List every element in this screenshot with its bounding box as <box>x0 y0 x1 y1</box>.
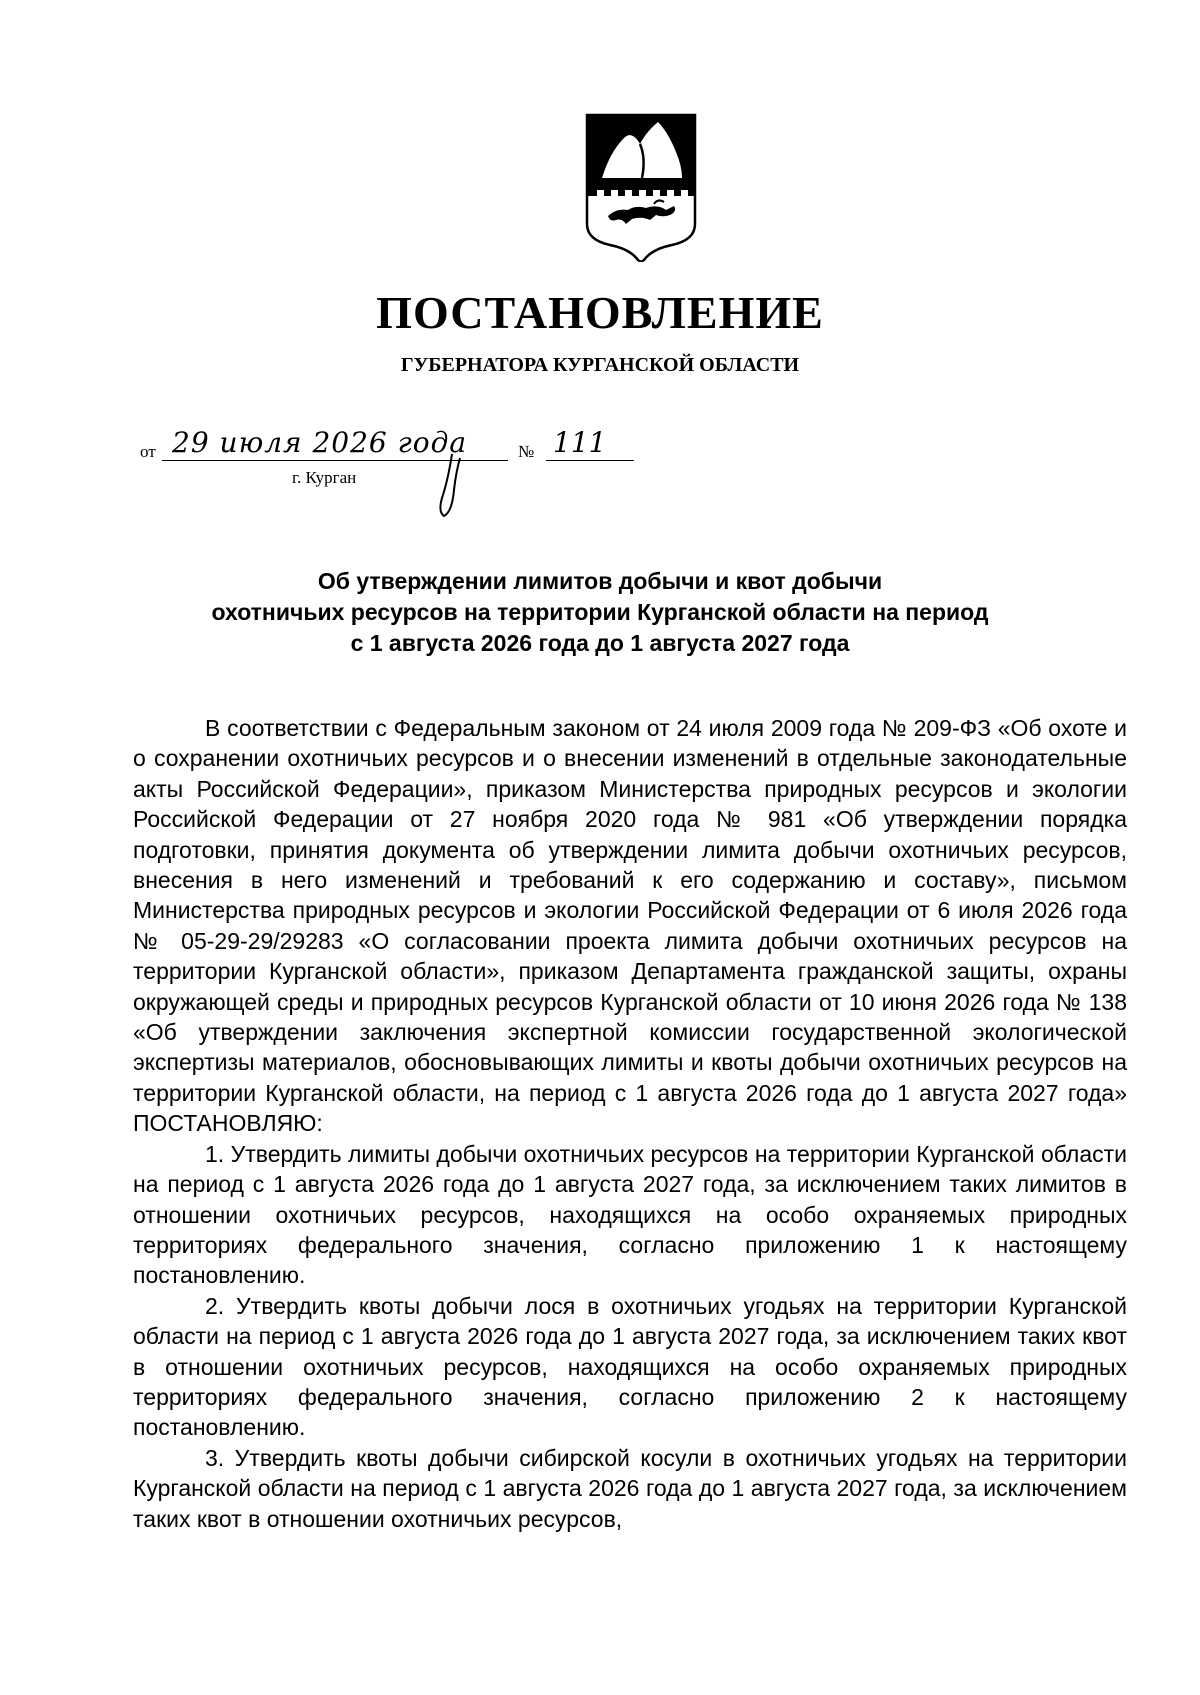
decree-heading <box>100 566 1100 659</box>
handwritten-date: 29 июля 2026 года <box>172 426 468 459</box>
date-from-label: от <box>140 442 156 461</box>
item-paragraph-1: 1. Утвердить лимиты добычи охотничьих ресурсов на территории Курганской области на период с 1 августа 2026 года до 1 августа 2027 года, за исключением таких лимитов в отношении охотничьих ресурсов, находящихся на особо охраняемых природных территориях федерального значения, согласно приложению 1 к настоящему постановлению. <box>133 1140 1127 1289</box>
preamble-paragraph: В соответствии с Федеральным законом от 24 июля 2009 года № 209-ФЗ «Об охоте и о сохранении охотничьих ресурсов и о внесении изменений в отдельные законодательные акты Российской Федерации», приказом Министерства природных ресурсов и экологии Российской Федерации от 27 ноября 2020 года № 981 «Об утверждении порядка подготовки, принятия документа об утверждении лимита добычи охотничьих ресурсов, внесения в него изменений и требований к его содержанию и составу», письмом Министерства природных ресурсов и экологии Российской Федерации от 6 июля 2026 года № 05-29-29/29283 «О согласовании проекта лимита добычи охотничьих ресурсов на территории Курганской области», приказом Департамента гражданской защиты, охраны окружающей среды и природных ресурсов Курганской области от 10 июня 2026 года № 138 «Об утверждении заключения экспертной комиссии государственной экологической экспертизы материалов, обосновывающих лимиты и квоты добычи охотничьих ресурсов на территории Курганской области, на период с 1 августа 2026 года до 1 августа 2027 года» ПОСТАНОВЛЯЮ: <box>133 715 1127 1137</box>
heading-line-1: Об утверждении лимитов добычи и квот добычи <box>317 568 883 594</box>
date-number-line <box>0 426 1200 520</box>
item-paragraph-3: 3. Утвердить квоты добычи сибирской косули в охотничьих угодьях на территории Курганской области на период с 1 августа 2026 года до 1 августа 2027 года, за исключением таких квот в отношении охотничьих ресурсов, <box>133 1444 1127 1532</box>
heading-line-2: охотничьих ресурсов на территории Курганской области на период <box>211 599 989 625</box>
decree-body <box>133 713 1127 1534</box>
handwritten-flourish <box>430 450 470 520</box>
document-subtitle: ГУБЕРНАТОРА КУРГАНСКОЙ ОБЛАСТИ <box>400 354 800 376</box>
item-paragraph-2: 2. Утвердить квоты добычи лося в охотничьих угодьях на территории Курганской области на период с 1 августа 2026 года до 1 августа 2027 года, за исключением таких квот в отношении охотничьих ресурсов, находящихся на особо охраняемых природных территориях федерального значения, согласно приложению 2 к настоящему постановлению. <box>133 1292 1127 1441</box>
document-title: ПОСТАНОВЛЕНИЕ <box>376 287 824 338</box>
city-label: г. Курган <box>292 468 357 487</box>
number-underline <box>546 460 634 461</box>
coat-of-arms-emblem <box>584 112 698 262</box>
heading-line-3: с 1 августа 2026 года до 1 августа 2027 года <box>350 630 850 656</box>
number-label: № <box>518 442 535 461</box>
handwritten-number: 111 <box>553 426 607 459</box>
